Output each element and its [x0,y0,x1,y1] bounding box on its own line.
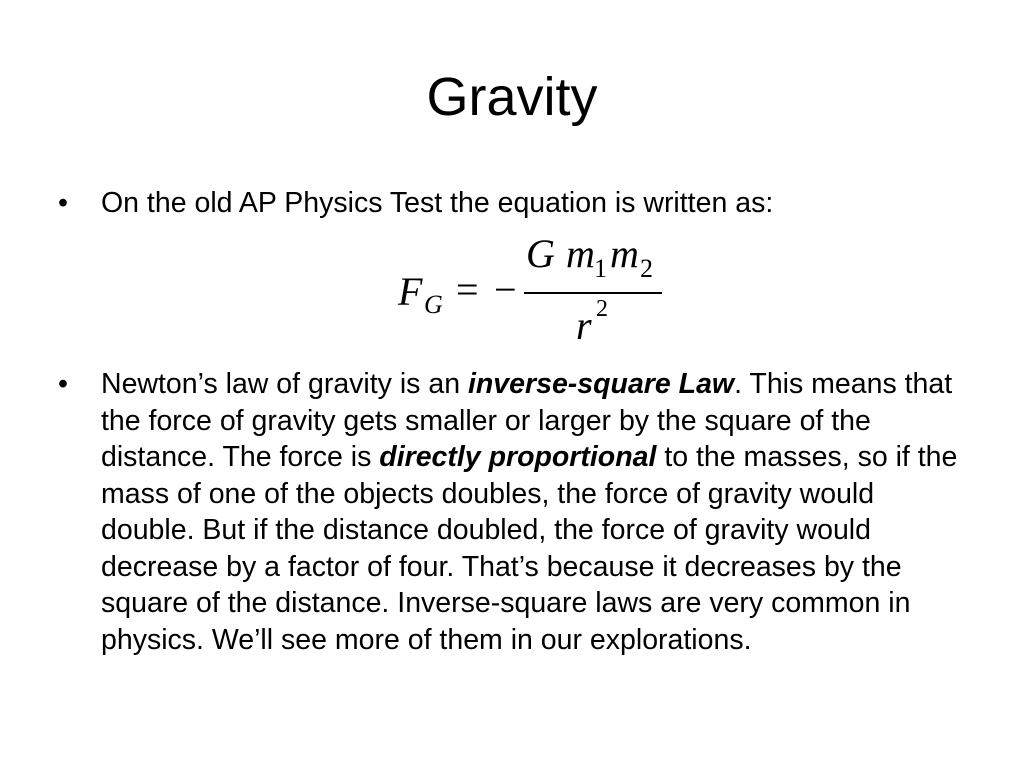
emphasized-term: directly proportional [379,441,657,473]
equation-mass-2: m [610,231,639,276]
bullet-text-segment: to the masses, so if the mass of one of the objects doubles, the force of gravity would double. But if the distance doubled, the force of gravity would decrease by a factor of four. That’s because it decreases by the square of the distance. Inverse-square laws are very common in physics. We’ll see more of them in our explorations. [101,441,958,656]
bullet-item [58,185,968,225]
equation-mass-1-subscript: 1 [594,254,607,283]
equation-fraction-bar [524,292,662,294]
bullet-text: On the old AP Physics Test the equation is written as: [101,187,774,219]
bullet-text [101,366,967,658]
equation-mass-1: m [566,231,595,276]
bullet-text-segment: . This means that the force of gravity gets smaller or larger by the square of the distance. The force is [101,368,953,473]
bullet-marker: • [58,368,68,400]
equation-distance-exponent: 2 [596,296,608,322]
bullet-item [58,366,968,736]
gravity-equation [396,231,676,348]
emphasized-term: inverse-square Law [467,368,735,400]
equation-force-subscript: G [424,290,443,319]
equation-minus-sign: − [494,267,517,312]
equation-mass-2-subscript: 2 [640,254,653,283]
bullet-text-segment: Newton’s law of gravity is an [101,368,468,400]
equation-gravitational-constant: G [526,231,555,276]
equation-equals-sign: = [456,267,479,312]
slide-title: Gravity [426,67,598,127]
equation-force-symbol: F [398,269,423,314]
equation-distance: r [576,303,592,348]
bullet-marker: • [58,187,68,219]
